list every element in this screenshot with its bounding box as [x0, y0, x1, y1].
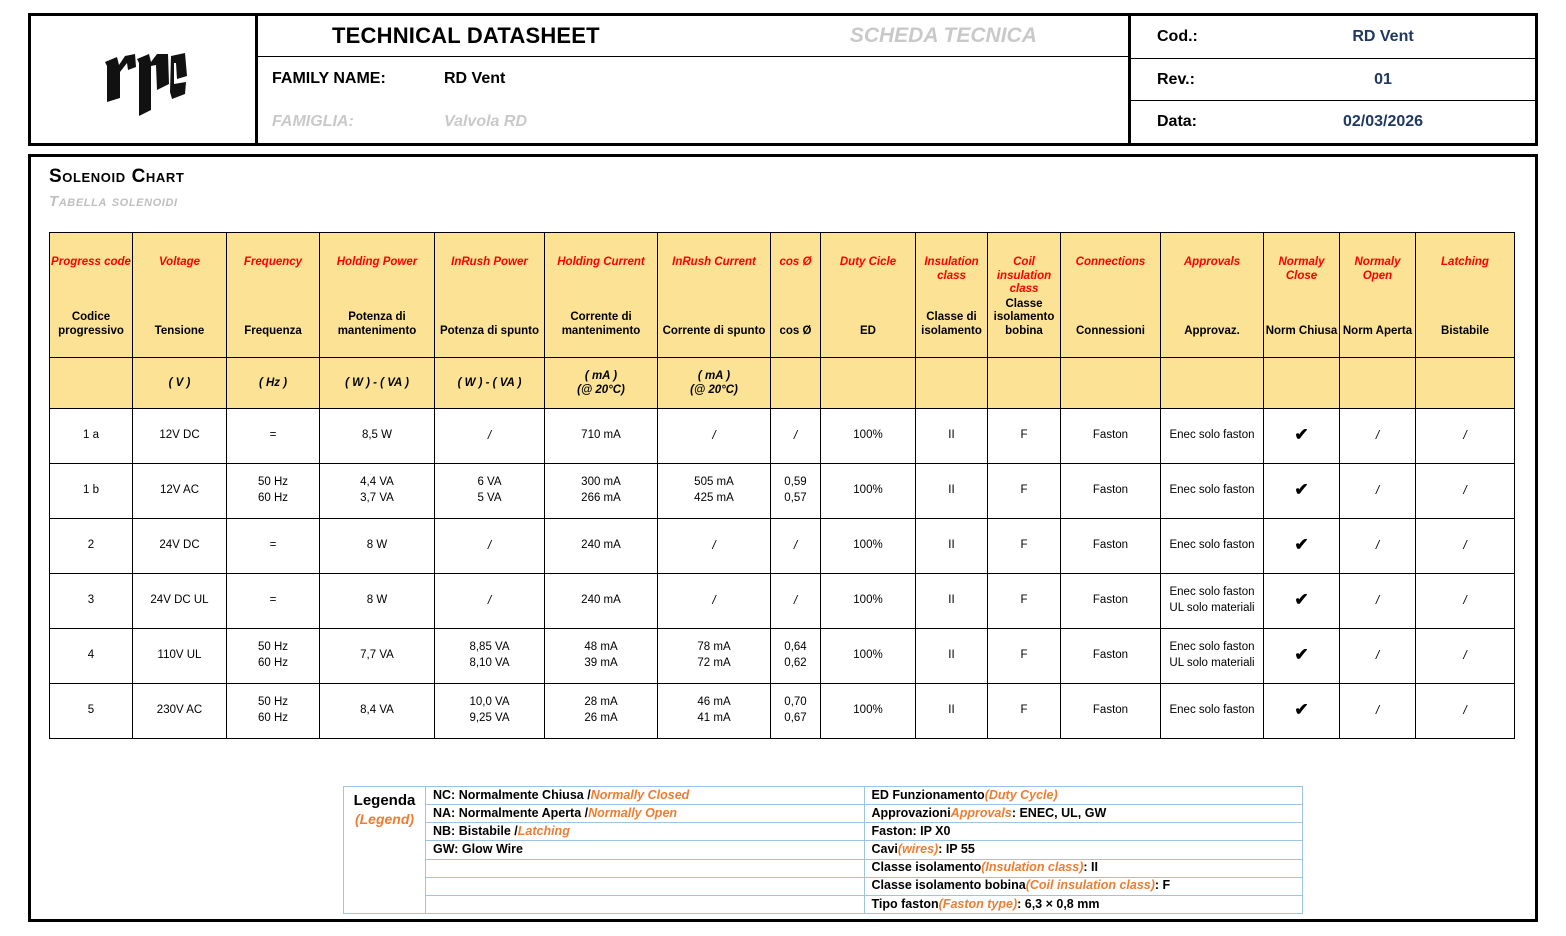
cell-code: 5: [50, 684, 133, 739]
not-applicable-mark: /: [1463, 428, 1467, 443]
cell-coil-insulation: F: [988, 409, 1061, 464]
cell-approvals: Enec solo faston UL solo materiali: [1161, 574, 1264, 629]
table-unit-cell: [771, 358, 821, 409]
checkmark-icon: ✔: [1294, 645, 1309, 665]
legend-row: [426, 805, 864, 823]
table-header-row: [50, 233, 1515, 358]
cell-voltage: 110V UL: [133, 629, 227, 684]
header-label-en: Duty Cicle: [839, 256, 897, 268]
header-label-en: InRush Power: [451, 256, 528, 268]
cell-no: [1340, 409, 1416, 464]
legend-text-it: : II: [1083, 860, 1098, 875]
cell-inrush-power: 8,85 VA 8,10 VA: [435, 629, 545, 684]
cell-insulation: II: [916, 629, 988, 684]
cell-no: [1340, 574, 1416, 629]
cell-inrush-power: 6 VA 5 VA: [435, 464, 545, 519]
table-header-cell: [1061, 233, 1161, 358]
table-unit-cell: [1416, 358, 1515, 409]
cell-cos: [771, 409, 821, 464]
not-applicable-mark: /: [1463, 593, 1467, 608]
table-unit-cell: [50, 358, 133, 409]
cell-voltage: 12V DC: [133, 409, 227, 464]
cell-connections: Faston: [1061, 574, 1161, 629]
cell-cos: 0,70 0,67: [771, 684, 821, 739]
cell-latching: [1416, 574, 1515, 629]
cell-holding-current: 710 mA: [545, 409, 658, 464]
table-head: [50, 233, 1515, 409]
header-label-en: cos Ø: [779, 256, 812, 268]
legend-title-en: (Legend): [354, 810, 415, 827]
legend-row: [426, 841, 864, 859]
legend-text-en: Approvals: [950, 805, 1012, 820]
header-label-en: Voltage: [158, 256, 201, 268]
not-applicable-mark: /: [712, 593, 716, 608]
table-header-cell: [658, 233, 771, 358]
cell-holding-power: 8 W: [320, 574, 435, 629]
legend-text-it: : 6,3 × 0,8 mm: [1017, 896, 1100, 911]
meta-value-rev: 01: [1374, 70, 1392, 88]
cell-insulation: II: [916, 574, 988, 629]
header-label-en: Normaly Open: [1354, 256, 1401, 282]
header-label-it: cos Ø: [779, 325, 812, 338]
legend-row: [426, 787, 864, 805]
meta-label-data: Data:: [1157, 113, 1198, 131]
legend-text-it: : IP 55: [938, 842, 975, 857]
table-unit-cell: ( Hz ): [227, 358, 320, 409]
table-body: [50, 409, 1515, 739]
legend-row: [865, 787, 1303, 805]
cell-nc: [1264, 684, 1340, 739]
table-unit-cell: [916, 358, 988, 409]
legend-row: [865, 860, 1303, 878]
cell-frequency: 50 Hz 60 Hz: [227, 684, 320, 739]
not-applicable-mark: /: [793, 538, 798, 553]
family-name-row-en: [258, 57, 1128, 100]
header-title-row: [258, 16, 1128, 57]
table-unit-cell: ( W ) - ( VA ): [435, 358, 545, 409]
document-title-it: SCHEDA TECNICA: [849, 24, 1037, 47]
cell-code: 3: [50, 574, 133, 629]
meta-row-data: [1131, 101, 1535, 143]
legend-row: [865, 823, 1303, 841]
cell-connections: Faston: [1061, 629, 1161, 684]
table-unit-cell: ( mA ) (@ 20°C): [658, 358, 771, 409]
document-title-en: TECHNICAL DATASHEET: [332, 23, 600, 48]
cell-latching: [1416, 629, 1515, 684]
cell-connections: Faston: [1061, 519, 1161, 574]
legend-text-en: (Faston type): [938, 896, 1018, 911]
not-applicable-mark: /: [1463, 483, 1467, 498]
table-header-cell: [435, 233, 545, 358]
legend-text-it: Classe isolamento: [871, 860, 982, 875]
header-title-area: [258, 16, 1131, 143]
cell-code: 4: [50, 629, 133, 684]
document-body: [28, 154, 1538, 922]
cell-frequency: 50 Hz 60 Hz: [227, 464, 320, 519]
not-applicable-mark: /: [1375, 483, 1380, 498]
legend-text-en: Normally Open: [588, 805, 678, 820]
table-unit-cell: [821, 358, 916, 409]
cell-frequency: 50 Hz 60 Hz: [227, 629, 320, 684]
cell-inrush-current: 505 mA 425 mA: [658, 464, 771, 519]
legend-row: [865, 896, 1303, 913]
cell-duty: 100%: [821, 574, 916, 629]
legend-text-en: Normally Closed: [590, 787, 690, 802]
table-unit-cell: [1061, 358, 1161, 409]
not-applicable-mark: /: [712, 538, 716, 553]
cell-cos: [771, 574, 821, 629]
cell-connections: Faston: [1061, 684, 1161, 739]
cell-nc: [1264, 629, 1340, 684]
cell-voltage: 230V AC: [133, 684, 227, 739]
header-label-en: Normaly Close: [1278, 256, 1325, 282]
table-header-cell: [320, 233, 435, 358]
not-applicable-mark: /: [1463, 648, 1467, 663]
cell-inrush-current: [658, 519, 771, 574]
table-row: [50, 519, 1515, 574]
header-label-en: Approvals: [1183, 256, 1241, 268]
cell-inrush-current: [658, 574, 771, 629]
checkmark-icon: ✔: [1294, 535, 1309, 555]
cell-voltage: 12V AC: [133, 464, 227, 519]
cell-holding-power: 8,4 VA: [320, 684, 435, 739]
cell-inrush-power: [435, 409, 545, 464]
table-unit-cell: [988, 358, 1061, 409]
not-applicable-mark: /: [712, 428, 716, 443]
cell-voltage: 24V DC UL: [133, 574, 227, 629]
not-applicable-mark: /: [793, 428, 798, 443]
legend-text-it: : F: [1154, 878, 1171, 893]
cell-latching: [1416, 464, 1515, 519]
legend-row: [426, 823, 864, 841]
family-value-en: RD Vent: [444, 69, 506, 87]
header-label-en: Insulation class: [924, 256, 979, 282]
table-header-cell: [50, 233, 133, 358]
header-label-en: Connections: [1075, 256, 1146, 268]
table-unit-cell: [1264, 358, 1340, 409]
meta-label-cod: Cod.:: [1157, 27, 1198, 45]
cell-holding-current: 240 mA: [545, 574, 658, 629]
legend-row: [426, 860, 864, 878]
table-unit-cell: [1340, 358, 1416, 409]
cell-coil-insulation: F: [988, 684, 1061, 739]
header-label-it: Classe isolamento bobina: [993, 297, 1055, 338]
table-header-cell: [1416, 233, 1515, 358]
cell-inrush-power: [435, 519, 545, 574]
not-applicable-mark: /: [1375, 703, 1380, 718]
checkmark-icon: ✔: [1294, 425, 1309, 445]
header-label-it: Corrente di mantenimento: [561, 311, 641, 338]
header-label-it: Potenza di mantenimento: [337, 311, 417, 338]
cell-insulation: II: [916, 464, 988, 519]
legend-text-it: ED Funzionamento: [871, 787, 985, 802]
not-applicable-mark: /: [487, 428, 492, 443]
cell-latching: [1416, 684, 1515, 739]
legend-title-it: Legenda: [353, 792, 416, 809]
header-label-en: Frequency: [243, 256, 303, 268]
table-row: [50, 684, 1515, 739]
legend-text-en: (wires): [897, 842, 939, 857]
table-header-cell: [821, 233, 916, 358]
cell-connections: Faston: [1061, 409, 1161, 464]
brand-logo-cell: [31, 16, 258, 143]
checkmark-icon: ✔: [1294, 590, 1309, 610]
legend-text-it: NC: Normalmente Chiusa /: [433, 787, 591, 802]
cell-approvals: Enec solo faston: [1161, 464, 1264, 519]
table-header-cell: [771, 233, 821, 358]
not-applicable-mark: /: [1375, 648, 1380, 663]
not-applicable-mark: /: [1463, 703, 1467, 718]
cell-no: [1340, 629, 1416, 684]
cell-holding-current: 28 mA 26 mA: [545, 684, 658, 739]
legend-text-it: Classe isolamento bobina: [871, 878, 1026, 893]
section-title-it: Tabella solenoidi: [49, 193, 178, 210]
cell-frequency: =: [227, 409, 320, 464]
legend-text-en: (Duty Cycle): [984, 787, 1058, 802]
cell-cos: [771, 519, 821, 574]
header-label-en: Holding Power: [336, 256, 418, 268]
cell-holding-current: 300 mA 266 mA: [545, 464, 658, 519]
cell-duty: 100%: [821, 684, 916, 739]
cell-duty: 100%: [821, 629, 916, 684]
meta-row-cod: [1131, 16, 1535, 59]
table-header-cell: [916, 233, 988, 358]
cell-inrush-current: 46 mA 41 mA: [658, 684, 771, 739]
not-applicable-mark: /: [793, 593, 798, 608]
cell-approvals: Enec solo faston: [1161, 409, 1264, 464]
cell-inrush-power: 10,0 VA 9,25 VA: [435, 684, 545, 739]
header-label-it: Tensione: [154, 325, 205, 338]
header-label-it: Approvaz.: [1184, 325, 1240, 338]
cell-nc: [1264, 409, 1340, 464]
legend-text-it: Cavi: [871, 842, 898, 857]
not-applicable-mark: /: [487, 593, 492, 608]
legend-title: [344, 787, 426, 913]
legend-column-right: [865, 787, 1303, 913]
table-unit-cell: ( V ): [133, 358, 227, 409]
rpe-logo-icon: [95, 32, 191, 128]
cell-no: [1340, 684, 1416, 739]
table-header-cell: [227, 233, 320, 358]
not-applicable-mark: /: [1375, 538, 1380, 553]
cell-cos: 0,64 0,62: [771, 629, 821, 684]
table-header-cell: [1340, 233, 1416, 358]
table-header-cell: [545, 233, 658, 358]
header-label-it: Frequenza: [244, 325, 302, 338]
table-units-row: [50, 358, 1515, 409]
header-label-it: Codice progressivo: [58, 311, 124, 338]
family-label-en: FAMILY NAME:: [272, 69, 386, 87]
header-label-it: Norm Aperta: [1342, 325, 1413, 338]
not-applicable-mark: /: [487, 538, 492, 553]
cell-approvals: Enec solo faston UL solo materiali: [1161, 629, 1264, 684]
cell-nc: [1264, 574, 1340, 629]
cell-insulation: II: [916, 519, 988, 574]
legend-row: [865, 805, 1303, 823]
header-label-it: Corrente di spunto: [662, 325, 766, 338]
header-label-it: Potenza di spunto: [439, 325, 540, 338]
cell-latching: [1416, 519, 1515, 574]
meta-row-rev: [1131, 59, 1535, 102]
family-label-it: FAMIGLIA:: [272, 112, 354, 130]
header-label-en: InRush Current: [672, 256, 756, 268]
not-applicable-mark: /: [1463, 538, 1467, 553]
document-header: [28, 13, 1538, 146]
cell-cos: 0,59 0,57: [771, 464, 821, 519]
family-value-it: Valvola RD: [444, 112, 527, 130]
legend-row: [426, 878, 864, 896]
legend-row: [426, 896, 864, 913]
table-header-cell: [988, 233, 1061, 358]
legend-text-it: Faston: IP X0: [871, 823, 951, 838]
cell-frequency: =: [227, 519, 320, 574]
cell-insulation: II: [916, 684, 988, 739]
table-unit-cell: ( W ) - ( VA ): [320, 358, 435, 409]
cell-code: 1 a: [50, 409, 133, 464]
checkmark-icon: ✔: [1294, 700, 1309, 720]
legend-text-en: (Insulation class): [981, 860, 1084, 875]
family-name-row-it: [258, 100, 1128, 143]
header-label-it: Norm Chiusa: [1265, 325, 1338, 338]
cell-coil-insulation: F: [988, 519, 1061, 574]
cell-holding-power: 7,7 VA: [320, 629, 435, 684]
legend-text-it: NA: Normalmente Aperta /: [433, 805, 589, 820]
cell-no: [1340, 464, 1416, 519]
meta-value-data: 02/03/2026: [1342, 113, 1424, 131]
header-label-en: Latching: [1441, 256, 1489, 268]
table-row: [50, 409, 1515, 464]
cell-latching: [1416, 409, 1515, 464]
cell-insulation: II: [916, 409, 988, 464]
cell-no: [1340, 519, 1416, 574]
cell-approvals: Enec solo faston: [1161, 519, 1264, 574]
legend-text-it: Tipo faston: [871, 896, 939, 911]
cell-nc: [1264, 464, 1340, 519]
table-row: [50, 574, 1515, 629]
header-label-it: Classe di isolamento: [921, 311, 982, 338]
header-label-en: Coil insulation class: [996, 256, 1052, 296]
legend-text-it: Approvazioni: [871, 805, 951, 820]
cell-inrush-current: 78 mA 72 mA: [658, 629, 771, 684]
cell-voltage: 24V DC: [133, 519, 227, 574]
legend-box: [343, 786, 1303, 914]
header-label-en: Holding Current: [557, 256, 645, 268]
cell-holding-current: 240 mA: [545, 519, 658, 574]
legend-row: [865, 878, 1303, 896]
table-header-cell: [133, 233, 227, 358]
checkmark-icon: ✔: [1294, 480, 1309, 500]
cell-inrush-current: [658, 409, 771, 464]
legend-row: [865, 841, 1303, 859]
cell-holding-current: 48 mA 39 mA: [545, 629, 658, 684]
section-title-en: Solenoid Chart: [49, 166, 185, 187]
table-header-cell: [1264, 233, 1340, 358]
cell-coil-insulation: F: [988, 629, 1061, 684]
cell-coil-insulation: F: [988, 574, 1061, 629]
cell-duty: 100%: [821, 519, 916, 574]
table-header-cell: [1161, 233, 1264, 358]
cell-connections: Faston: [1061, 464, 1161, 519]
cell-approvals: Enec solo faston: [1161, 684, 1264, 739]
cell-code: 2: [50, 519, 133, 574]
header-label-it: ED: [860, 325, 876, 338]
not-applicable-mark: /: [1375, 593, 1380, 608]
legend-text-it: NB: Bistabile /: [433, 823, 518, 838]
header-family-rows: [258, 57, 1128, 143]
cell-holding-power: 4,4 VA 3,7 VA: [320, 464, 435, 519]
legend-column-left: [426, 787, 865, 913]
legend-text-en: Latching: [517, 823, 570, 838]
table-row: [50, 629, 1515, 684]
cell-holding-power: 8,5 W: [320, 409, 435, 464]
cell-frequency: =: [227, 574, 320, 629]
header-label-en: Progress code: [51, 256, 131, 268]
legend-text-it: GW: Glow Wire: [433, 842, 523, 857]
cell-inrush-power: [435, 574, 545, 629]
cell-holding-power: 8 W: [320, 519, 435, 574]
header-label-it: Connessioni: [1075, 325, 1145, 338]
header-meta-table: [1131, 16, 1535, 143]
solenoid-chart-table: [49, 232, 1515, 739]
meta-label-rev: Rev.:: [1157, 70, 1195, 88]
cell-duty: 100%: [821, 409, 916, 464]
cell-code: 1 b: [50, 464, 133, 519]
cell-coil-insulation: F: [988, 464, 1061, 519]
legend-text-en: (Coil insulation class): [1025, 878, 1155, 893]
table-unit-cell: ( mA ) (@ 20°C): [545, 358, 658, 409]
legend-text-it: : ENEC, UL, GW: [1011, 805, 1107, 820]
cell-nc: [1264, 519, 1340, 574]
cell-duty: 100%: [821, 464, 916, 519]
table-unit-cell: [1161, 358, 1264, 409]
header-label-it: Bistabile: [1441, 325, 1489, 338]
table-row: [50, 464, 1515, 519]
meta-value-cod: RD Vent: [1352, 27, 1414, 45]
not-applicable-mark: /: [1375, 428, 1380, 443]
